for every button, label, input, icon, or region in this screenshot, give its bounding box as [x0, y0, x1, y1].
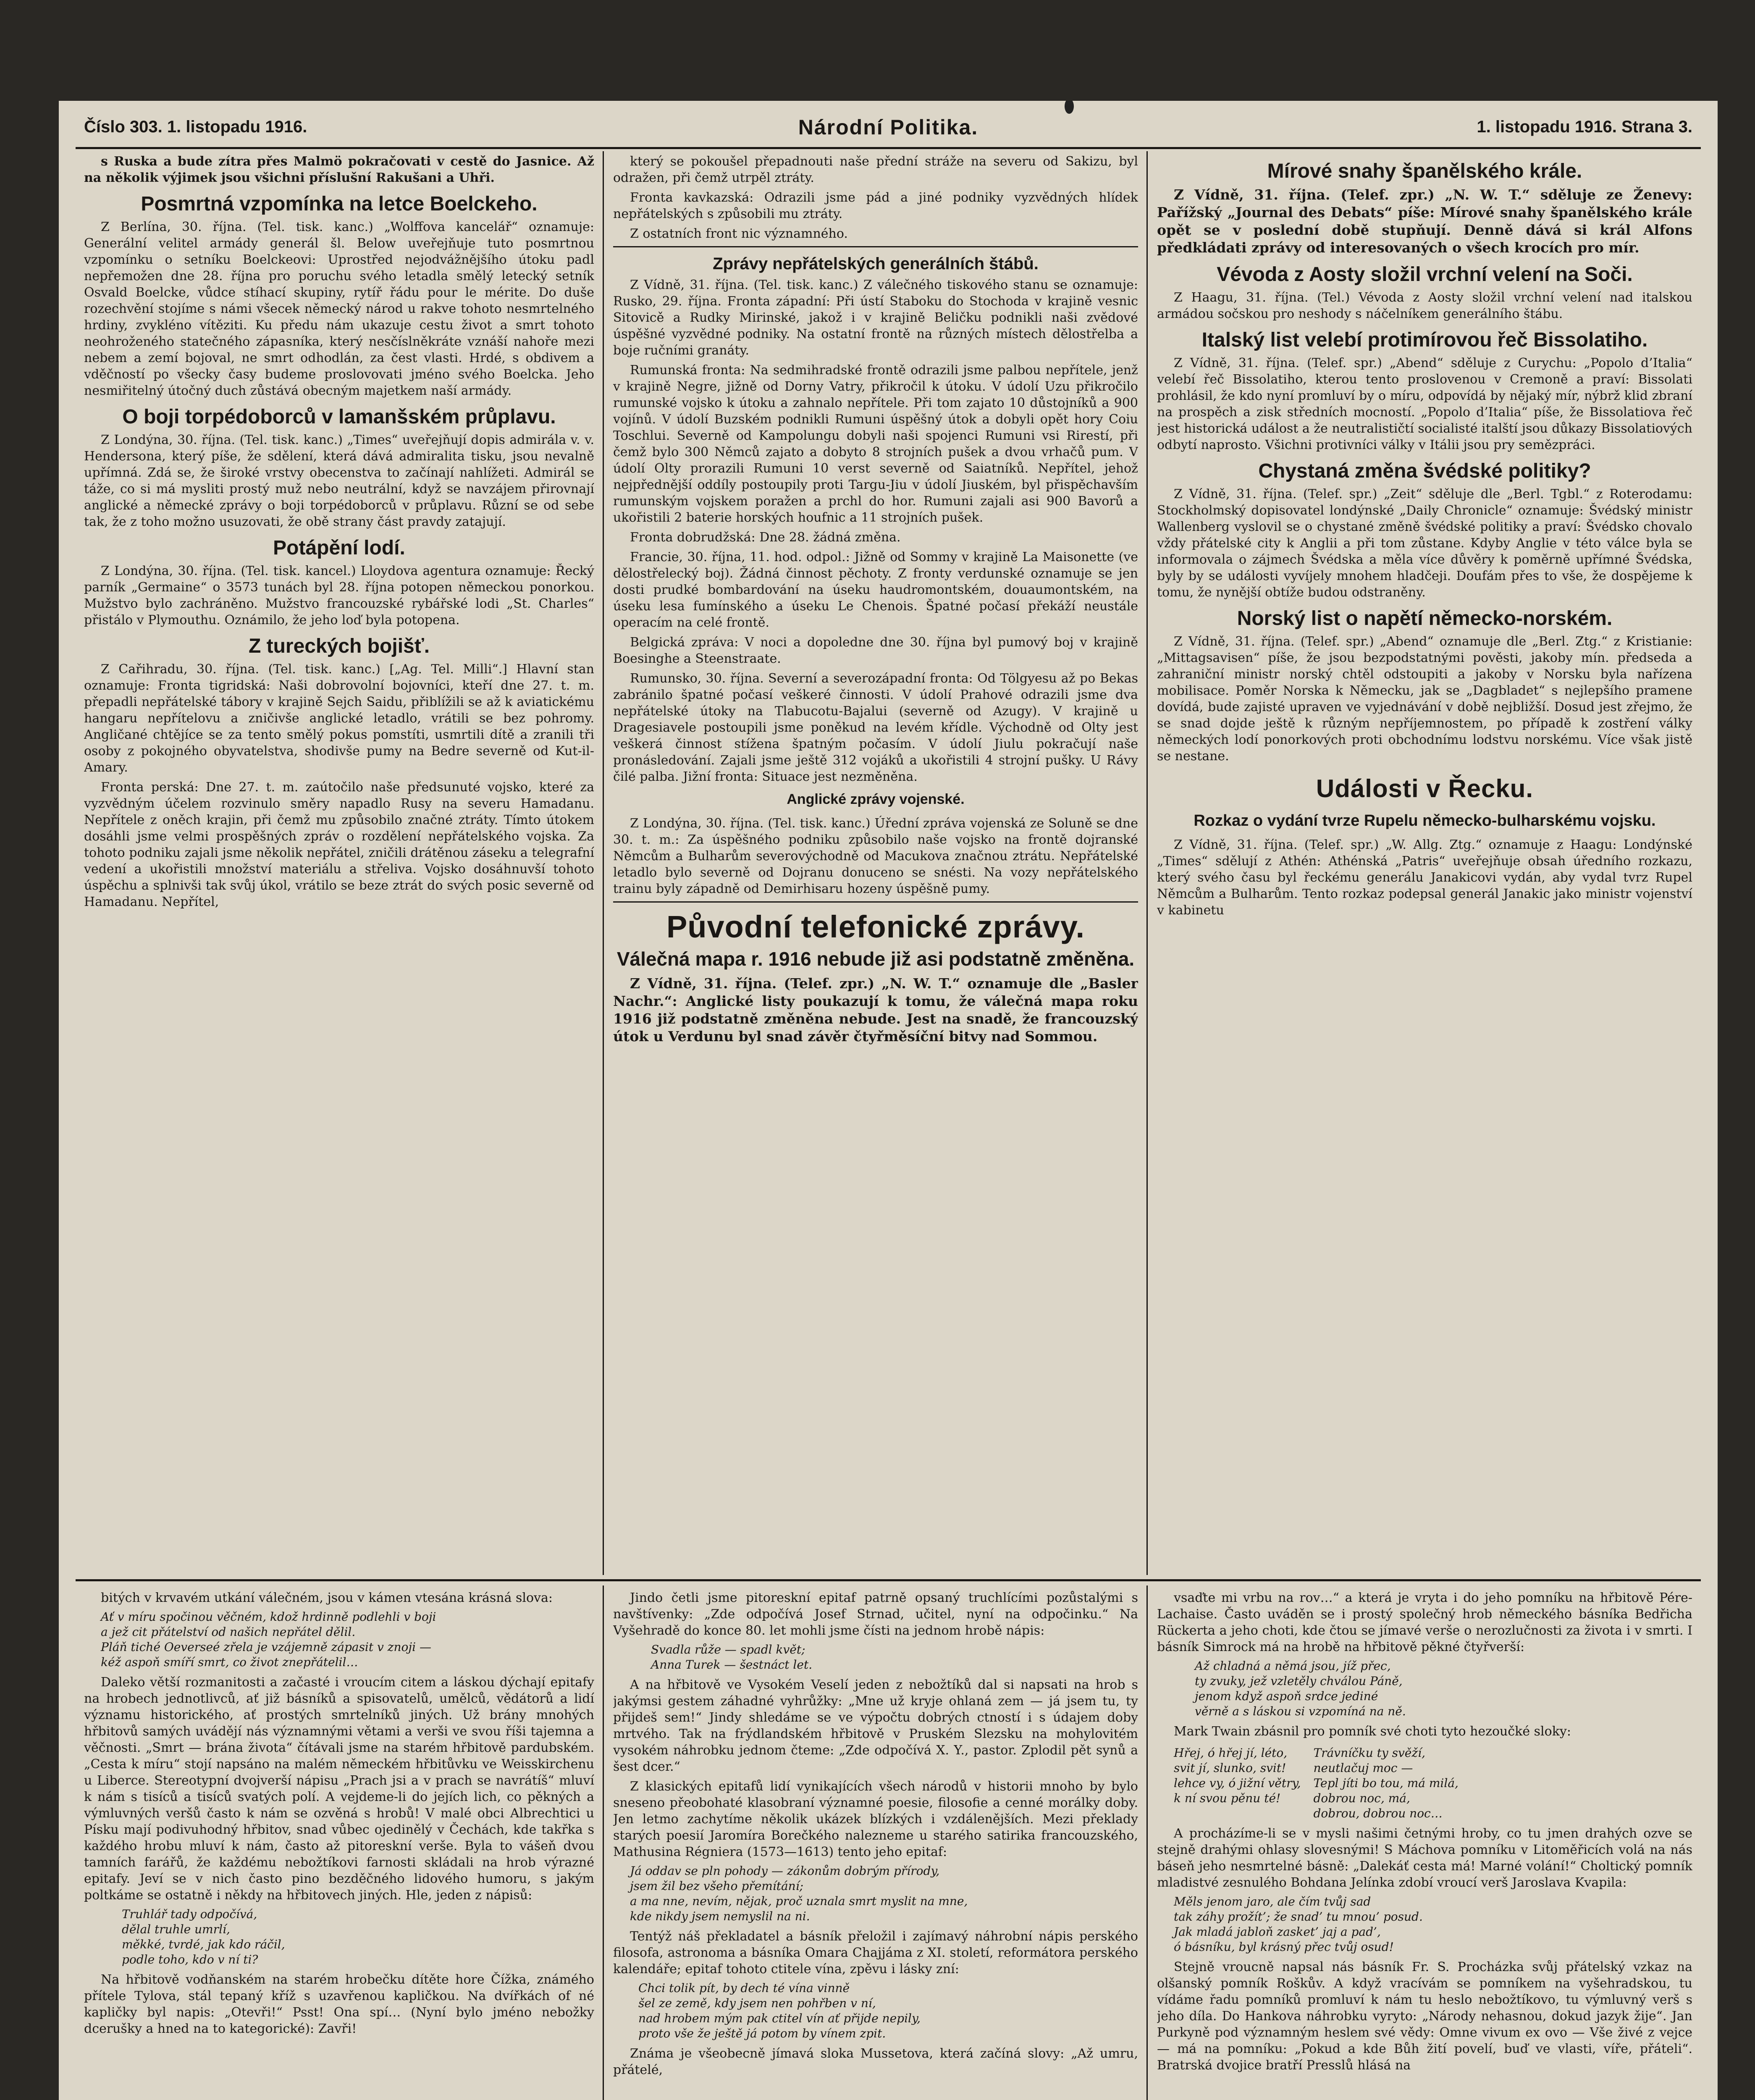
article-rupel: Z Vídně, 31. října. (Telef. spr.) „W. Allg. Ztg.“ oznamuje z Haagu: Londýnské „Times“ sdělují z Athén: Athénská „Patris“ uveřejňuje obsah úředního rozkazu, který svého času byl řeckému generálu Janakicovi vydán, aby vydal tvrz Rupel Němcům a Bulharům. Tento rozkaz podepsal generál Janakic jako ministr vojenství v kabinetu: [1157, 837, 1692, 918]
feuilleton-text: Z klasických epitafů lidí vynikajících všech národů v historii mnoho by bylo sneseno přeobohaté klasobraní významné poesie, filosofie a cenné morálky doby. Jen letmo zachytíme několik ukázek blízkých i vzdálenějších. Mezi překlady starých poesií Jaromíra Borečkého nalezneme u starého satirika francouzského, Mathusina Régniera (1573—1613) tento jeho epitaf:: [613, 1779, 1138, 1859]
headline-war-map: Válečná mapa r. 1916 nebude již asi podstatně změněna.: [616, 948, 1135, 970]
headline-boelcke: Posmrtná vzpomínka na letce Boelckeho.: [141, 193, 538, 215]
feuilleton-text: Na hřbitově vodňanském na starém hrobečku dítěte hore Čížka, známého přítele Tylova, stál tepaný kříž s uzavřenou kapličkou. Na dvířkách of né kapličky byl napis: „Otevři!“ Psst! Ona spí… (Nyní bylo jméno nebožky dcerušky a hned na to kategorické): Zavři!: [84, 1972, 594, 2036]
article-persia: Fronta perská: Dne 27. t. m. zaútočilo naše předsunuté vojsko, které za vyzvědným účelem rozvinulo směry napadlo Rusy na severu Hamadanu. Nepřítele z oněch krajin, při čemž mu způsobilo značné ztráty. Tímto útokem dosáhli jsme velmi prospěšných zpráv o rozdělení nepřátelského vojska. Za tohoto podniku zajali jsme několik nepřátel, zničili drátěnou záseku a telegrafní vedení a ukořistili množství materiálu a střeliva. Vojsko dosáhnuvší tohoto úspěchu a splnivši tak svůj úkol, vrátilo se beze ztrát do svých posic severně od Hamadanu. Nepřítel,: [84, 780, 594, 909]
article-ships: Z Londýna, 30. října. (Tel. tisk. kancel.) Lloydova agentura oznamuje: Řecký parník „Germaine“ o 3573 tunách byl 28. října potopen německou ponorkou. Mužstvo bylo zachráněno. Mužstvo francouzské rybářské lodi „St. Charles“ přistálo v Plymouthu. Oznámilo, že jeho loď byla potopena.: [84, 564, 594, 627]
column-rule-1: [603, 151, 604, 1575]
headline-norwegian-paper: Norský list o napětí německo-norském.: [1237, 607, 1613, 630]
article-war-map: Z Vídně, 31. října. (Telef. zpr.) „N. W. T.“ oznamuje dle „Basler Nachr.“: Anglické listy poukazují k tomu, že válečná mapa roku 1916 již podstatně změněna nebude. Jest na snadě, že francouzský útok u Verdunu byl snad závěr čtyřměsíční bitvy nad Sommou.: [613, 975, 1138, 1045]
feuilleton-text: bitých v krvavém utkání válečném, jsou v kámen vtesána krásná slova:: [101, 1591, 553, 1605]
article-russia: Z Vídně, 31. října. (Tel. tisk. kanc.) Z válečného tiskového stanu se oznamuje: Rusko, 29. října. Fronta západní: Při ústí Staboku do Stochoda v krajině vesnic Sitovicě a Rudky Mirinské, jakož i v krajině Beličku podnikli naši zvědové úspěšné vyzvědné podniky. Na ostatní frontě na různých místech dělostřelba a boje ručními granáty.: [613, 278, 1138, 358]
header-issue: Číslo 303. 1. listopadu 1916.: [84, 118, 307, 136]
column-2: [613, 153, 1138, 1573]
feuilleton-verse: Až chladná a němá jsou, jíž přec, ty zvuky, jež vzletěly chválou Páně, jenom když aspoň srdce jediné věrně a s láskou si vzpomíná na ně.: [1195, 1659, 1406, 1718]
header-page: 1. listopadu 1916. Strana 3.: [1477, 118, 1692, 136]
feuilleton-verse: Hřej, ó hřej jí, léto, svit jí, slunko, svit! lehce vy, ó jižní větry, k ní svou pěnu té!: [1174, 1746, 1301, 1805]
headline-italian-paper: Italský list velebí protimírovou řeč Bissolatiho.: [1201, 329, 1648, 351]
article-caucasus: Fronta kavkazská: Odrazili jsme pád a jiné podniky vyzvědných hlídek nepřátelských s způsobili mu ztráty.: [613, 190, 1138, 221]
feuilleton-verse: Ať v míru spočinou věčném, kdož hrdinně podlehli v boji a jež cit přátelství od našich nepřátel dělil. Pláň tiché Oeverseé zřela je vzájemně zápasit v znoji — kéž aspoň smíří smrt, co život znepřátelil…: [101, 1610, 436, 1669]
feuilleton-verse: Svadla růže — spadl květ; Anna Turek — šestnáct let.: [651, 1643, 813, 1672]
feuilleton-verse: Truhlář tady odpočívá, dělal truhle umrlí, měkké, tvrdé, jak kdo ráčil, podle toho, kdo v ní ti?: [122, 1907, 285, 1966]
feuilleton-rule: [76, 1579, 1701, 1581]
feuilleton-text: Jindo četli jsme pitoreskní epitaf patrně opsaný truchlícími pozůstalými s navštívenky: „Zde odpočívá Josef Strnad, učitel, nyní na odpočinku.“ Na Vyšehradě do konce 80. let mohli jsme čísti na jednom hrobě nápis:: [613, 1591, 1138, 1638]
masthead: Národní Politika.: [798, 116, 978, 139]
article-dobrudja: Fronta dobrudžská: Dne 28. žádná změna.: [630, 530, 901, 545]
feuilleton-column-1: [84, 1590, 594, 2100]
article-romania-front: Rumunská fronta: Na sedmihradské frontě odrazili jsme palbou nepřítele, jenž v krajině Negre, jižně od Dorny Vatry, přikročil k útoku. V údolí Uzu přikročilo rumunské vojsko k útoku a zahnalo nepřítele. Při tom zajato 10 důstojníků a 900 vojínů. V údolí Buzském podnikli Rumuni úspěšný útok a dobyli opět hory Coiu Toschlui. Severně od Kampolungu dobyli naši spojenci Rumuni vsi Rirestí, při čemž bylo 300 Němců zajato a dobyto 8 strojních pušek a dvou vrhačů pum. V údolí Olty prorazili Rumuni 10 verst severně od Saiatníků. Nepřítel, jehož nejpřednější oddíly postoupily proti Targu-Jiu v údolí Jiuském, byl přispěchavším rumunským vojskem poražen a prchl do hor. Rumuni zajali asi 900 Bavorů a ukořistili 2 baterie horských houfnic a 11 strojních pušek.: [613, 363, 1138, 525]
article-swedish-policy: Z Vídně, 31. října. (Telef. spr.) „Zeit“ sděluje dle „Berl. Tgbl.“ z Roterodamu: Stockholmský dopisovatel londýnské „Daily Chronicle“ oznamuje: Švédský ministr Wallenberg vyslovil se o chystané změně švédské politiky a praví: Švédsko chovalo vždy přátelské city k Anglii a při tom zůstane. Kdyby Anglie v této válce byla se informovala o zájmech Švédska a měla více důvěry k poměrně upřímné Švédska, byly by se události vyvíjely mnohem hladčeji. Doufám přes to vše, že dospějeme k tomu, že nynější obtíže budou odstraněny.: [1157, 487, 1692, 600]
headline-torpedo: O boji torpédoborců v lamanšském průplavu.: [122, 406, 556, 428]
feuilleton-text: vsaďte mi vrbu na rov…“ a která je vryta i do jeho pomníku na hřbitově Pére-Lachaise. Často uváděn se i prostý společný hrob německého básníka Bedřicha Rückerta a jeho choti, kde čtou se jímavé verše o nerozlučnosti za života i v smrti. I básník Simrock má na hrobě na hřbitově pěkné čtyřverší:: [1157, 1591, 1692, 1654]
feuilleton-text: A na hřbitově ve Vysokém Veselí jeden z nebožtíků dal si napsati na hrob s jakýmsi gestem záhadné vyhrůžky: „Mne už kryje ohlaná zem — já jsem tu, ty přijdeš sem!“ Jindy shledáme se ve výpočtu dobrých ctností i s údajem doby mrtvého. Tak na frýdlandském hřbitově v Pruském Slezsku na mohylovitém vysokém náhrobku jednom čteme: „Zde odpočívá X. Y., pastor. Zplodil pět synů a šest dcer.“: [613, 1677, 1138, 1774]
headline-telephone-reports: Původní telefonické zprávy.: [666, 909, 1085, 944]
page-header: [84, 118, 1692, 147]
headline-english-reports: Anglické zprávy vojenské.: [787, 791, 965, 807]
article-spanish-king: Z Vídně, 31. října. (Telef. zpr.) „N. W. T.“ sděluje ze Ženevy: Pařížský „Journal des Debats“ píše: Mírové snahy španělského krále opět se v poslední době stupňují. Denně dává si král Alfons předkládati zprávy od interesovaných o všech krocích pro mír.: [1157, 186, 1692, 256]
feuilleton-text: Známa je všeobecně jímavá sloka Mussetova, která začíná slovy: „Až umru, přátelé,: [613, 2046, 1138, 2077]
page-spot: [1065, 101, 1074, 114]
header-rule: [76, 147, 1701, 149]
column-rule-2: [1146, 151, 1148, 1575]
feuilleton-text: Daleko větší rozmanitosti a začasté i vroucím citem a láskou dýchají epitafy na hrobech jednotlivců, ať již básníků a spisovatelů, umělců, vědátorů a lidí významu historického, ať prostých smrtelníků jiných. Už brány mnohých hřbitovů samých uvádějí nás významnými větami a verši ve svou říši tajemna a věčnosti. „Smrt — brána života“ čítávali jsme na starém hřbitově pardubském. „Cesta k míru“ stojí napsáno na malém německém hřbitůvku ve Weisskirchenu u Liberce. Stereotypní dvojverší nápisu „Prach jsi a v prach se navrátíš“ mluví k nám s tisíců a tisíců svatých polí. A vejdeme-li do jejích lich, co pěkných a výmluvných veršů často k nám se ozvěná s hrobů! V malé obci Albrechtici u Písku mají podivuhodný hřbitov, snad vůbec ojedinělý v Čechách, kde takřka s každého hrobu mluví k nám, často až pitoreskní verše. Byla to vášeň dvou tamních farářů, že každému nebožtíkovi farnosti skládali na hrob výrazné epitafy. Jeví se v nich často pino bezděčného lidového humoru, s jakým poltkáme se ostatně i někdy na hřbitovech jiných. Hle, jeden z nápisů:: [84, 1675, 594, 1903]
article-boelcke: Z Berlína, 30. října. (Tel. tisk. kanc.) „Wolffova kancelář“ oznamuje: Generální velitel armády generál šl. Below uveřejňuje tuto posmrtnou vzpomínku o setníku Boelckeovi: Uprostřed nejodvážnějšího útoku padl nepřemožen dne 28. října pro poruchu svého letadla smělý letecký setník Osvald Boelcke, vůdce stíhací skupiny, rytíř řádu pour le mérite. Do duše rozechvění stojíme s námi všecek německý národ u rakve tohoto nesmrtelného hrdiny, zvykléno vítěziti. Ku předu nám ukazuje cestu život a smrt tohoto neohroženého statečného zápasníka, který nesčíslněkráte vznáší nahoře mezi nebem a zemí bojoval, ne smrt odhodlán, za čest vlasti. Hrdé, s obdivem a vděčností po všecky časy budeme proslovovati jméno svého Boelcka. Jeho nesmiřitelný útočný duch zůstává obecným majetkem naší armády.: [84, 220, 594, 398]
rule: [613, 246, 1138, 247]
headline-swedish-policy: Chystaná změna švédské politiky?: [1258, 460, 1591, 482]
article-intro-2: který se pokoušel přepadnouti naše přední stráže na severu od Sakizu, byl odražen, při čemž utrpěl ztráty.: [613, 154, 1138, 185]
feuilleton-text: Mark Twain zbásnil pro pomník své choti tyto hezoučké sloky:: [1174, 1724, 1571, 1739]
newspaper-page: [59, 101, 1718, 2100]
article-other-fronts: Z ostatních front nic významného.: [630, 226, 848, 241]
article-turkish: Z Cařihradu, 30. října. (Tel. tisk. kanc.) [„Ag. Tel. Milli“.] Hlavní stan oznamuje: Fronta tigridská: Naši dobrovolní bojovníci, kteří dne 27. t. m. přepadli nepřátelské tábory v krajině Sejch Saidu, přiblížili se až k aviatickému hangaru nepřítelovu a zničivše anglické letadlo, vrátili se bez pohromy. Angličané chtějíce se za tento smělý pokus pomstíti, usmrtili dítě a zranili tři osoby z pokojného obyvatelstva, shodivše pumy na Bedre severně od Kut-il-Amary.: [84, 662, 594, 775]
headline-spanish-king: Mírové snahy španělského krále.: [1267, 160, 1582, 182]
article-france: Francie, 30. října, 11. hod. odpol.: Jižně od Sommy v krajině La Maisonette (ve dělostřelecký boj). Žádná činnost pěchoty. Z fronty verdunské oznamuje se jen dosti prudké bombardování na úseku haudromontském, douaumontském, na úseku lesa fumínského a úseku Le Chenois. Špatné počasí překáží neustále operacím na celé frontě.: [613, 550, 1138, 630]
feuilleton-column-2: [613, 1590, 1138, 2100]
column-1: [84, 153, 594, 1573]
article-italian-paper: Z Vídně, 31. října. (Telef. spr.) „Abend“ sděluje z Curychu: „Popolo d’Italia“ velebí řeč Bissolatiho, kterou tento proslovenou v Cremoně a praví: Bissolati prohlásil, že kdo nyní promluví by o míru, odpovídá by nějaký mír, nýbrž klid zbraní na prospěch a zisk středních mocností. „Popolo d’Italia“ píše, že Bissolatiova řeč jest historická událost a že neutralističtí socialisté italští jsou důkazy Bissolatiových odbytí naprosto. Všichni protivníci války v Itálii jsou pry semězpráci.: [1157, 356, 1692, 452]
headline-aosta: Vévoda z Aosty složil vrchní velení na Soči.: [1217, 263, 1633, 286]
headline-rupel: Rozkaz o vydání tvrze Rupelu německo-bulharskému vojsku.: [1194, 812, 1656, 830]
column-3: [1157, 153, 1692, 1573]
article-intro: s Ruska a bude zítra přes Malmö pokračovati v cestě do Jasnice. Až na několik výjimek jsou všichni příslušní Rakušani a Uhři.: [84, 154, 594, 185]
article-norwegian-paper: Z Vídně, 31. října. (Telef. spr.) „Abend“ oznamuje dle „Berl. Ztg.“ z Kristianie: „Mittagsavisen“ píše, že jsou bezpodstatnými pověsti, jakoby mín. předseda a zahraniční ministr norský chtěl odstoupiti a jakoby v Norsku byla nařízena mobilisace. Poměr Norska k Německu, jak se „Dagbladet“ s nejlepšího pramene dovídá, bude zajisté upraven ve vyjednávání v době nejbližší. Dosud jest zřejmo, že se snad dojde ještě k různým nepříjemnostem, po případě k zostření války německých lodí ponorkových proti obchodnímu lodstvu norskému. Více však jistě se nestane.: [1157, 634, 1692, 764]
feuilleton-verse: Chci tolik pít, by dech té vína vinně šel ze země, kdy jsem nen pohřben v ní, nad hrobem mým pak ctitel vín ať přijde nepily, proto vše že ještě já potom by vínem zpit.: [638, 1981, 921, 2040]
feuilleton-verse: Já oddav se pln pohody — zákonům dobrým přírody, jsem žil bez všeho přemítání; a ma nne, nevím, nějak, proč uznala smrt myslit na mne, kde nikdy jsem nemyslil na ni.: [630, 1864, 968, 1923]
rule: [613, 901, 1138, 903]
article-torpedo: Z Londýna, 30. října. (Tel. tisk. kanc.) „Times“ uveřejňují dopis admirála v. v. Hendersona, který píše, že sdělení, která dává admiralita tisku, jsou nevalně upřímná. Zdá se, že široké vrstvy obecenstva to začínají nahlížeti. Admirál se táže, co si má mysliti prostý muž nebo neutrální, když se navzájem přirovnají anglické a německé zprávy o boji torpédoborců v průplavu. Různí se od sebe tak, že z toho možno usuzovati, že obě strany část pravdy zatajují.: [84, 433, 594, 529]
headline-greece: Události v Řecku.: [1316, 774, 1534, 803]
article-english-reports: Z Londýna, 30. října. (Tel. tisk. kanc.) Úřední zpráva vojenská ze Soluně se dne 30. t. m.: Za úspěšného podniku způsobilo naše vojsko na frontě dojranské Němcům a Bulharům severovýchodně od Macukova značnou ztrátu. Nepřátelské letadlo bylo severně od Dojranu donuceno se snésti. Na vozy nepřátelského trainu byly západně od Demirhisaru hozeny úspěšně pumy.: [613, 816, 1138, 896]
feuilleton-verse: Měls jenom jaro, ale čím tvůj sad tak záhy prožít’; že snad’ tu mnou’ posud. Jak mladá jabloň zasket’ jaj a pad’, ó básníku, byl krásný přec tvůj osud!: [1174, 1895, 1423, 1954]
article-romania: Rumunsko, 30. října. Severní a severozápadní fronta: Od Tölgyesu až po Bekas zabránilo špatné počasí veškeré činnosti. V údolí Prahové odrazili jsme dva nepřátelské útoky na Tlabucotu-Bajalui (severně od Azugy). V krajině u Dragesiavele postoupili jsme poněkud na levém křídle. Východně od Olty jest veškerá činnost stížena špatným počasím. V údolí Jiulu pokračují naše pronásledování. Zajali jsme ještě 312 vojáků a ukořistili 4 strojní pušky. U Rávy čilé palba. Jižní fronta: Situace jest nezměněna.: [613, 671, 1138, 784]
feuilleton-text: Tentýž náš překladatel a básník přeložil i zajímavý náhrobní nápis perského filosofa, astronoma a básníka Omara Chajjáma z XI. století, reformátora perského kalendáře; epitaf tohoto ctitele vína, zpěvu i lásky zní:: [613, 1929, 1138, 1977]
feuilleton-text: A procházíme-li se v mysli našimi četnými hroby, co tu jmen drahých ozve se stejně drahými ohlasy slovesnými! S Máchova pomníku v Litoměřicích volá na nás báseň jeho nesmrtelné básně: „Dalekáť cesta má! Marné volání!“ Choltický pomník mladistvé zesnulého Bohdana Jelínka zdobí vroucí verš Jaroslava Kvapila:: [1157, 1826, 1692, 1890]
column-rule-3: [603, 1586, 604, 2100]
column-rule-4: [1146, 1586, 1148, 2100]
feuilleton-verse: Trávníčku ty svěží, neutlačuj moc — Tepl jíti bo tou, má milá, dobrou noc, má, dobrou, dobrou noc…: [1313, 1746, 1459, 1820]
headline-ships: Potápění lodí.: [273, 537, 405, 559]
feuilleton-text: Stejně vroucně napsal nás básník Fr. S. Procházka svůj přátelský vzkaz na olšanský pomník Roškův. A když vracívám se pomníkem na vyšehradskou, tu vídáme řadu pomníků promluví k nám tu heslo nebožtíkovo, tu výmluvný verš s jeho díla. Do Hankova náhrobku vyryto: „Národy nehasnou, dokud jazyk žije“. Jan Purkyně pod významným heslem své vědy: Omne vivum ex ovo — Vše živé z vejce — má na pomníku: „Pokud a kde Bůh žití povelí, buď ve vlasti, víře, přáteli“. Bratrská dvojice bratří Presslů hlásá na: [1157, 1960, 1692, 2073]
article-aosta: Z Haagu, 31. října. (Tel.) Vévoda z Aosty složil vrchní velení nad italskou armádou sočskou pro neshody s náčelníkem generálního štábu.: [1157, 290, 1692, 321]
article-belgium: Belgická zpráva: V noci a dopoledne dne 30. října byl pumový boj v krajině Boesinghe a Steenstraate.: [613, 635, 1138, 666]
twain-verse-pair: [1157, 1743, 1692, 1825]
headline-turkish: Z tureckých bojišť.: [248, 635, 430, 657]
feuilleton-column-3: [1157, 1590, 1692, 2100]
headline-enemy-staffs: Zprávy nepřátelských generálních štábů.: [713, 255, 1039, 273]
